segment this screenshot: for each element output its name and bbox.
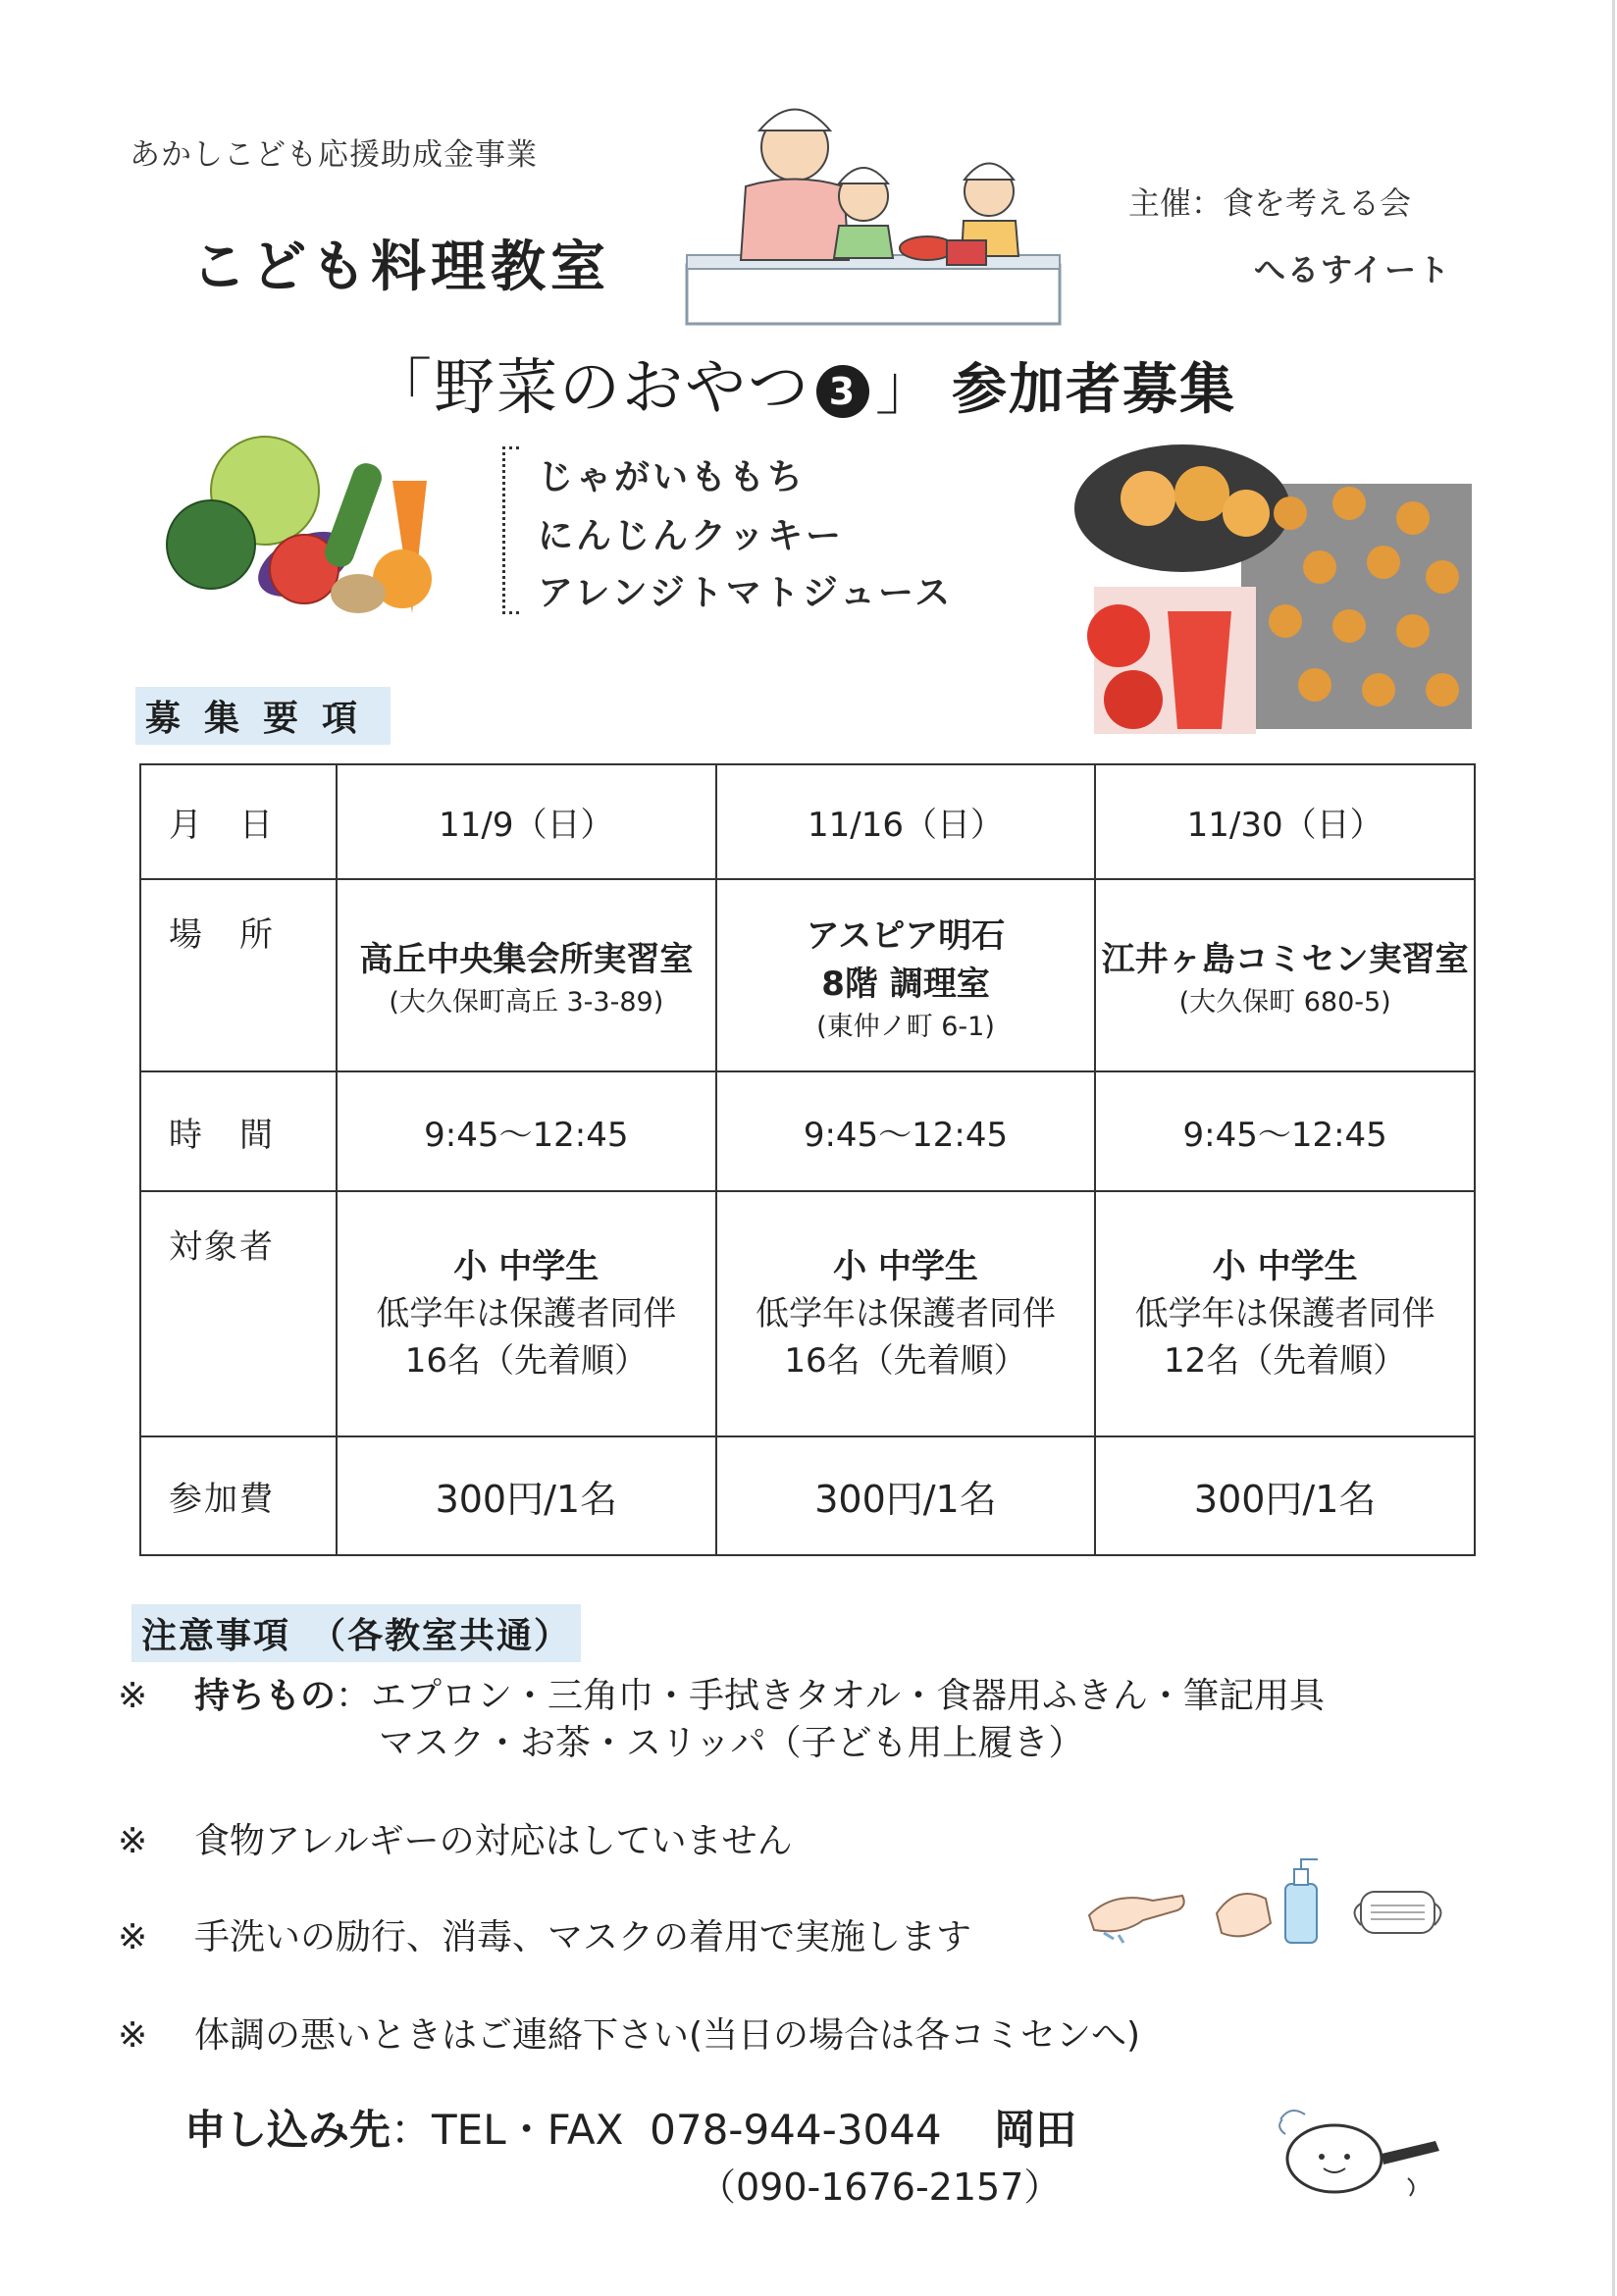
organizer-line1: 主催：食を考える会	[1128, 184, 1412, 222]
sanitizer-icon	[1212, 1854, 1330, 1948]
table-row-target	[140, 1191, 1475, 1436]
target-cell	[1095, 1191, 1475, 1436]
label-target: 対象者	[140, 1191, 337, 1436]
contact-method: ：TEL・FAX	[391, 2106, 624, 2154]
place-cell	[1095, 879, 1475, 1071]
note-items-line1	[118, 1668, 1325, 1718]
note-health	[118, 2008, 1140, 2058]
items-list-line2: マスク・お茶・スリッパ（子ども用上履き）	[379, 1723, 1084, 1763]
table-row-fee	[140, 1436, 1475, 1555]
fee-cell: 300円/1名	[716, 1436, 1096, 1555]
organizer-line2: へるすイート	[1254, 251, 1452, 288]
recruitment-heading: 募集要項	[135, 687, 391, 745]
time-cell: 9:45〜12:45	[716, 1071, 1096, 1191]
page-edge	[1612, 0, 1615, 2296]
target-grade: 小 中学生	[833, 1247, 978, 1286]
event-title-close: 」	[875, 351, 939, 423]
fee-cell: 300円/1名	[337, 1436, 716, 1555]
table-row-place	[140, 879, 1475, 1071]
contact-name: 岡田	[994, 2106, 1077, 2154]
place-name: アスピア明石	[806, 915, 1006, 956]
place-name: 江井ヶ島コミセン実習室	[1101, 940, 1469, 979]
notes-heading: 注意事項 （各教室共通）	[131, 1604, 581, 1662]
label-fee: 参加費	[140, 1436, 337, 1555]
recruit-label: 参加者募集	[952, 358, 1237, 422]
date-cell: 11/30（日）	[1095, 764, 1475, 879]
items-label: 持ちもの	[194, 1676, 337, 1716]
time-cell: 9:45〜12:45	[1095, 1071, 1475, 1191]
place-address: (東仲ノ町 6-1)	[816, 1011, 995, 1042]
contact-mobile: （090-1676-2157）	[699, 2166, 1062, 2209]
target-cell	[716, 1191, 1096, 1436]
note-mark: ※	[118, 2015, 148, 2056]
target-cell	[337, 1191, 716, 1436]
note-mark: ※	[118, 1821, 148, 1861]
note-mark: ※	[118, 1917, 148, 1957]
event-title-open: 「野菜のおやつ	[371, 351, 811, 423]
target-capacity: 12名（先着順）	[1164, 1341, 1407, 1381]
target-guardian: 低学年は保護者同伴	[376, 1294, 677, 1333]
health-text: 体調の悪いときはご連絡下さい(当日の場合は各コミセンへ)	[194, 2015, 1141, 2056]
cooking-family-illustration	[677, 93, 1069, 329]
vegetables-illustration	[157, 432, 461, 618]
event-title	[371, 339, 1236, 426]
note-mark: ※	[118, 1676, 148, 1716]
food-photo	[1074, 440, 1472, 734]
target-capacity: 16名（先着順）	[784, 1341, 1027, 1381]
event-number-badge: 3	[816, 365, 869, 418]
hygiene-text: 手洗いの励行、消毒、マスクの着用で実施します	[194, 1917, 972, 1957]
fee-cell: 300円/1名	[1095, 1436, 1475, 1555]
target-guardian: 低学年は保護者同伴	[1134, 1294, 1435, 1333]
contact-phone: 078-944-3044	[650, 2106, 942, 2154]
menu-item-tomato-juice: アレンジトマトジュース	[538, 573, 954, 613]
date-cell: 11/9（日）	[337, 764, 716, 879]
place-address: (大久保町 680-5)	[1178, 987, 1391, 1018]
target-grade: 小 中学生	[453, 1247, 600, 1286]
place-address: (大久保町高丘 3-3-89)	[389, 987, 664, 1018]
place-cell	[716, 879, 1096, 1071]
allergy-text: 食物アレルギーの対応はしていません	[194, 1821, 793, 1861]
table-row-time	[140, 1071, 1475, 1191]
grant-program: あかしこども応援助成金事業	[130, 137, 538, 173]
menu-item-carrot-cookie: にんじんクッキー	[538, 516, 845, 556]
place-name-floor: 8階 調理室	[821, 964, 990, 1004]
items-list: ：エプロン・三角巾・手拭きタオル・食器用ふきん・筆記用具	[336, 1676, 1326, 1716]
menu-item-potato-mochi: じゃがいももち	[538, 457, 807, 497]
time-cell: 9:45〜12:45	[337, 1071, 716, 1191]
target-capacity: 16名（先着順）	[404, 1341, 648, 1381]
label-time: 時 間	[140, 1071, 337, 1191]
note-allergy	[118, 1813, 793, 1863]
label-place: 場 所	[140, 879, 337, 1071]
table-row-date	[140, 764, 1475, 879]
place-cell	[337, 879, 716, 1071]
course-title: こども料理教室	[191, 235, 610, 299]
menu-bracket	[502, 446, 519, 614]
target-guardian: 低学年は保護者同伴	[755, 1294, 1056, 1333]
mask-icon	[1346, 1882, 1449, 1943]
frying-pan-icon	[1261, 2100, 1447, 2208]
contact-line	[184, 2098, 1076, 2157]
schedule-table	[139, 763, 1476, 1556]
label-date: 月 日	[140, 764, 337, 879]
note-hygiene	[118, 1909, 971, 1959]
handwash-icon	[1084, 1876, 1192, 1945]
place-name: 高丘中央集会所実習室	[359, 940, 694, 979]
date-cell: 11/16（日）	[716, 764, 1096, 879]
target-grade: 小 中学生	[1212, 1247, 1358, 1286]
contact-label: 申し込み先	[184, 2106, 391, 2154]
